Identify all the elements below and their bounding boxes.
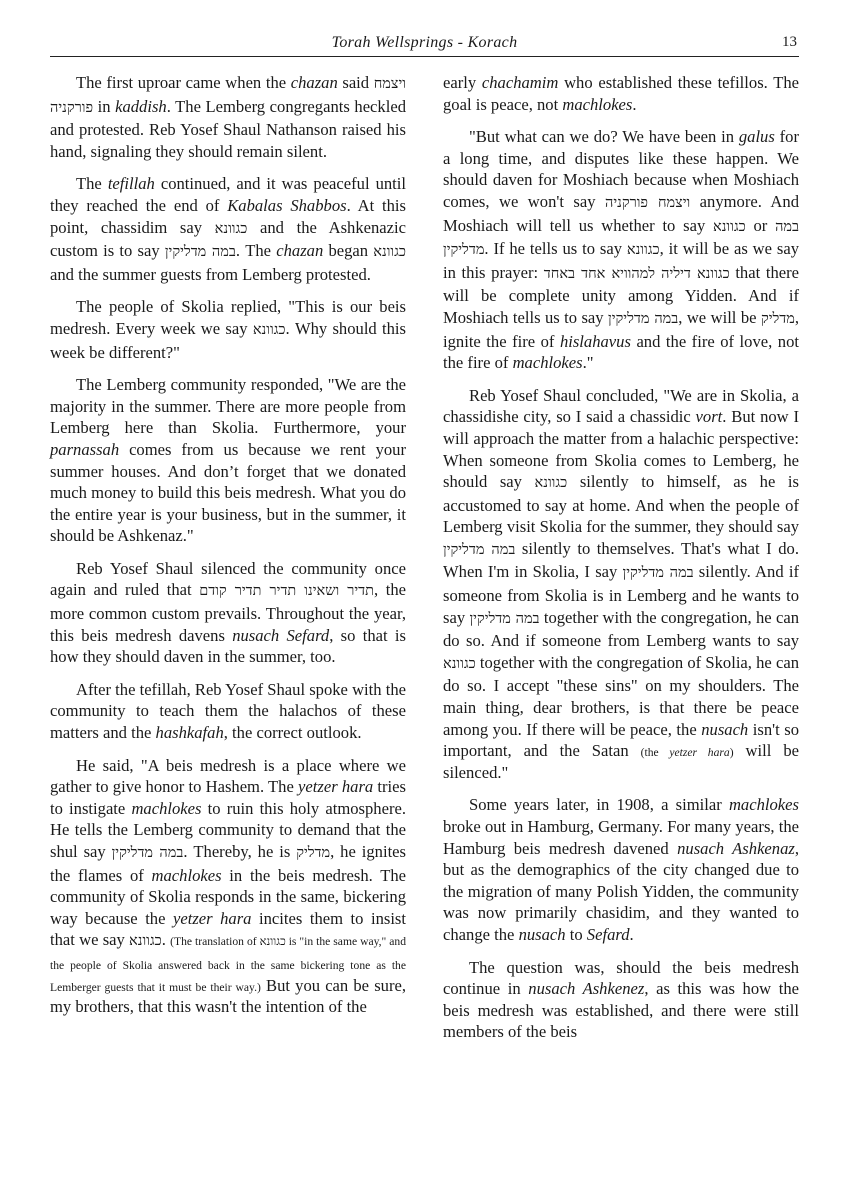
paragraph <box>50 374 406 547</box>
text-run: silently to himself, as he is accustomed to say at home. And when the people of Lemberg visit Skolia for the summer, they should say <box>443 472 799 537</box>
text-run: The question was, should the beis medresh continue in <box>443 957 799 999</box>
paragraph <box>443 126 799 374</box>
text-run: . But now I will approach the matter from a halachic perspective: When someone from Skolia comes to Lemberg, he should say <box>443 407 799 492</box>
text-run: that there will be complete unity among Yidden. And if Moshiach tells us to say <box>443 262 799 327</box>
hebrew-phrase: כגוונא דיליה למהוויא אחד באחד <box>543 265 730 282</box>
hebrew-phrase: כגוונא <box>534 475 568 492</box>
text-run: broke out in Hamburg, Germany. For many years, the Hamburg beis medresh davened <box>443 817 799 858</box>
italic-term: Sefard <box>586 924 630 944</box>
text-run: silently to themselves. That's what I do. When I'm in Skolia, I say <box>443 538 799 582</box>
text-run: for a long time, and disputes like these happen. We should daven for Moshiach because when Moshiach comes, we won't say <box>443 127 799 211</box>
text-run: The <box>76 174 108 194</box>
paragraph <box>50 755 406 1018</box>
text-run: , it will be as we say in this prayer: <box>443 239 799 282</box>
hebrew-phrase: במה מדליקין <box>608 310 679 327</box>
hebrew-phrase: כגוונא <box>214 220 248 237</box>
hebrew-phrase: במה מדליקין <box>111 845 184 861</box>
hebrew-phrase: כגוונא <box>626 242 660 259</box>
text-run: together with the congregation, he can do so. And if someone from Lemberg wants to say <box>443 607 799 651</box>
paragraph <box>50 173 406 285</box>
text-run: The first uproar came when the <box>76 73 291 92</box>
italic-term: yetzer hara <box>298 777 374 797</box>
italic-term: vort <box>695 407 723 427</box>
italic-term: tefillah <box>107 174 155 194</box>
paragraph <box>443 794 799 945</box>
hebrew-phrase: כגוונא <box>713 218 746 235</box>
hebrew-phrase: תדיר ושאינו תדיר תדיר קודם <box>199 583 374 600</box>
paragraph <box>50 296 406 363</box>
paragraph <box>443 957 799 1043</box>
text-run: began <box>323 241 374 261</box>
paragraph-continued <box>443 72 799 115</box>
text-run: , so that is how they should daven in the summer, too. <box>50 625 406 667</box>
text-run: . The Lemberg congregants heckled and protested. Reb Yosef Shaul Nathanson raised his hand, signaling they should remain silent. <box>50 96 406 161</box>
text-run: , the correct outlook. <box>223 723 362 743</box>
parenthetical-note: (the <box>640 746 670 760</box>
text-run: , as this was how the beis medresh was established, and there were still members of the beis <box>443 979 799 1042</box>
italic-term: nusach <box>518 924 566 944</box>
text-run: , the more common custom prevails. Throughout the year, this beis medresh davens <box>50 580 407 645</box>
hebrew-phrase: במה מדליקין <box>469 610 540 627</box>
text-run: in <box>93 96 116 116</box>
italic-term: Kabalas Shabbos <box>227 195 347 215</box>
italic-term: yetzer hara <box>172 908 252 928</box>
italic-term: machlokes <box>512 353 583 373</box>
text-run: Reb Yosef Shaul concluded, "We are in Skolia, a chassidishe city, so I said a chassidic <box>443 385 799 427</box>
page-number: 13 <box>782 34 797 50</box>
text-run: anymore. And Moshiach will tell us whether to say <box>443 191 799 235</box>
paragraph <box>50 72 406 162</box>
text-run: said <box>337 73 374 92</box>
text-run: The people of Skolia replied, "This is our beis medresh. Every week we say <box>50 297 406 338</box>
hebrew-phrase: כגוונא <box>373 244 407 261</box>
text-run: early <box>443 73 482 92</box>
text-run: or <box>745 215 776 235</box>
hebrew-phrase: מדליק <box>296 845 331 861</box>
italic-term: chazan <box>276 241 324 261</box>
text-run: . The <box>235 241 277 261</box>
text-run: to <box>565 924 587 944</box>
text-run: to ruin this holy atmosphere. He tells the Lemberg community to demand that the shul say <box>50 798 406 861</box>
italic-term: hashkafah <box>155 723 224 743</box>
text-run: He said, "A beis medresh is a place where we gather to give honor to Hashem. The <box>50 755 406 797</box>
paragraph <box>50 679 406 744</box>
text-run: . Why should this week be different?" <box>50 318 406 362</box>
text-run: in the beis medresh. The community of Skolia responds in the same, bickering way because the <box>50 865 407 928</box>
italic-term: machlokes <box>151 865 222 885</box>
hebrew-phrase: כגוונא <box>129 933 162 950</box>
italic-term: machlokes <box>131 798 202 818</box>
italic-term: machlokes <box>728 795 799 815</box>
text-run: , we will be <box>678 307 761 327</box>
text-run: Reb Yosef Shaul silenced the community once again and ruled that <box>50 558 406 600</box>
text-run: , but as the demographics of the city changed due to the migration of many Polish Yidden, the community was now primarily chasidim, and they wanted to change the <box>443 838 800 944</box>
hebrew-phrase: במה מדליקין <box>622 565 694 582</box>
hebrew-phrase: מדליק <box>760 310 795 327</box>
text-run: But you can be sure, my brothers, that this wasn't the intention of the <box>50 975 406 1017</box>
text-run: and the summer guests from Lemberg protested. <box>50 264 371 284</box>
hebrew-phrase: כגוונא <box>252 321 286 338</box>
text-run: . Thereby, he is <box>183 842 297 861</box>
running-title: Torah Wellsprings - Korach <box>331 34 518 51</box>
text-run: . <box>161 930 171 950</box>
italic-term: chachamim <box>481 73 559 92</box>
text-run: , he ignites the flames of <box>50 842 407 885</box>
parenthetical-note: (The translation of <box>170 935 260 949</box>
text-run: "But what can we do? We have been in <box>469 127 739 147</box>
text-run: The Lemberg community responded, "We are the majority in the summer. There are more people from Lemberg here than Skolia. Furthermore, your <box>50 375 406 438</box>
text-run: ." <box>582 353 594 373</box>
paragraph <box>443 385 799 784</box>
hebrew-phrase: במה מדליקין <box>443 218 799 259</box>
text-run: Some years later, in 1908, a similar <box>469 795 729 815</box>
text-run: . At this point, chassidim say <box>50 195 406 237</box>
text-run: and the Ashkenazic custom is to say <box>50 217 406 261</box>
parenthetical-note: is "in the same way," and the people of Skolia answered back in the same bickering tone as the Lemberger guests that it must be their way.) <box>50 935 407 994</box>
text-run: . If he tells us to say <box>484 239 627 259</box>
parenthetical-note: כגוונא <box>259 935 286 949</box>
text-run: who established these tefillos. The goal is peace, not <box>443 73 800 114</box>
hebrew-phrase: במה מדליקין <box>164 244 236 261</box>
text-run: will be silenced." <box>443 741 799 782</box>
hebrew-phrase: ויצמח פורקניה <box>50 76 406 116</box>
right-column <box>443 72 799 1043</box>
italic-term: nusach Ashkenez <box>528 979 645 999</box>
text-run: comes from us because we rent your summer houses. And don’t forget that we donated much money to build this beis medresh. What you do the entire year is your business, but in the summer, it should be Ashkenaz." <box>50 439 406 546</box>
paragraph <box>50 558 406 668</box>
text-run: together with the congregation of Skolia, he can do so. I accept "these sins" on my shoulders. The main thing, dear brothers, is that there be peace among you. If there will be peace, the <box>443 652 799 739</box>
italic-term: nusach <box>701 719 749 739</box>
italic-term: kaddish <box>115 96 167 116</box>
left-column <box>50 72 406 1018</box>
text-run: isn't so important, and the Satan <box>443 719 799 761</box>
parenthetical-note-italic: yetzer hara <box>669 746 730 760</box>
italic-term: hislahavus <box>559 331 631 351</box>
text-run: . <box>629 924 634 944</box>
hebrew-phrase: ויצמח פורקניה <box>604 194 691 211</box>
italic-term: chazan <box>290 73 338 92</box>
hebrew-phrase: במה מדליקין <box>443 541 516 558</box>
running-header <box>50 30 799 57</box>
parenthetical-note: ) <box>729 746 734 760</box>
italic-term: galus <box>738 127 775 147</box>
text-run: tries to instigate <box>50 777 406 818</box>
text-run: After the tefillah, Reb Yosef Shaul spoke with the community to teach them the halachos of these matters and the <box>50 679 406 743</box>
italic-term: nusach Ashkenaz <box>677 838 795 858</box>
italic-term: parnassah <box>50 439 120 459</box>
text-run: silently. And if someone from Skolia is in Lemberg and he wants to say <box>443 562 799 627</box>
italic-term: machlokes <box>562 94 633 114</box>
text-run: . <box>632 94 637 114</box>
italic-term: nusach Sefard <box>232 625 330 645</box>
text-run: incites them to insist that we say <box>50 908 406 950</box>
text-run: continued, and it was peaceful until they reached the end of <box>50 174 407 215</box>
text-run: and the fire of love, not the fire of <box>443 331 799 373</box>
text-run: , ignite the fire of <box>443 307 800 351</box>
hebrew-phrase: כגוונא <box>443 655 476 672</box>
